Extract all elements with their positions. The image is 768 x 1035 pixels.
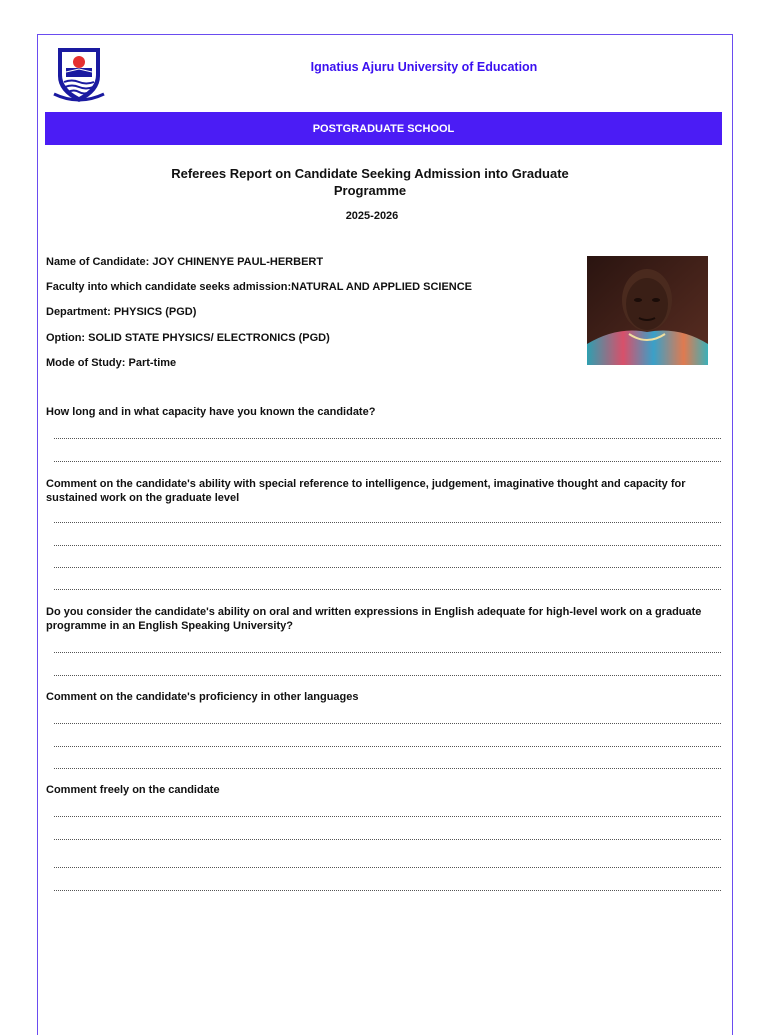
answer-line[interactable] [54,545,721,546]
candidate-mode: Mode of Study: Part-time [46,357,177,369]
answer-line[interactable] [54,567,721,568]
university-crest-icon [52,46,106,104]
question-ability: Comment on the candidate's ability with special reference to intelligence, judgement, imaginative thought and capacity for sustained work on the graduate level [46,478,686,504]
question-languages: Comment on the candidate's proficiency in other languages [46,691,359,703]
candidate-name: Name of Candidate: JOY CHINENYE PAUL-HERBERT [46,256,324,268]
answer-line[interactable] [54,839,721,840]
report-title: Referees Report on Candidate Seeking Admission into Graduate Programme [171,166,569,198]
candidate-department: Department: PHYSICS (PGD) [46,306,197,318]
school-banner [45,112,722,145]
answer-line[interactable] [54,652,721,653]
answer-line[interactable] [54,675,721,676]
answer-line[interactable] [54,461,721,462]
answer-line[interactable] [54,816,721,817]
question-known-candidate: How long and in what capacity have you known the candidate? [46,406,376,418]
answer-line[interactable] [54,867,721,868]
answer-line[interactable] [54,723,721,724]
school-name: POSTGRADUATE SCHOOL [312,122,455,135]
answer-line[interactable] [54,746,721,747]
answer-line[interactable] [54,438,721,439]
session-year: 2025-2026 [345,210,399,222]
candidate-faculty: Faculty into which candidate seeks admission:NATURAL AND APPLIED SCIENCE [46,281,473,293]
university-name: Ignatius Ajuru University of Education [310,60,538,74]
question-english: Do you consider the candidate's ability on oral and written expressions in English adequate for high-level work on a graduate programme in an English Speaking University? [46,606,702,632]
candidate-photo [587,256,708,365]
answer-line[interactable] [54,522,721,523]
answer-line[interactable] [54,768,721,769]
question-freely: Comment freely on the candidate [46,784,220,796]
answer-line[interactable] [54,589,721,590]
candidate-option: Option: SOLID STATE PHYSICS/ ELECTRONICS (PGD) [46,332,330,344]
answer-line[interactable] [54,890,721,891]
